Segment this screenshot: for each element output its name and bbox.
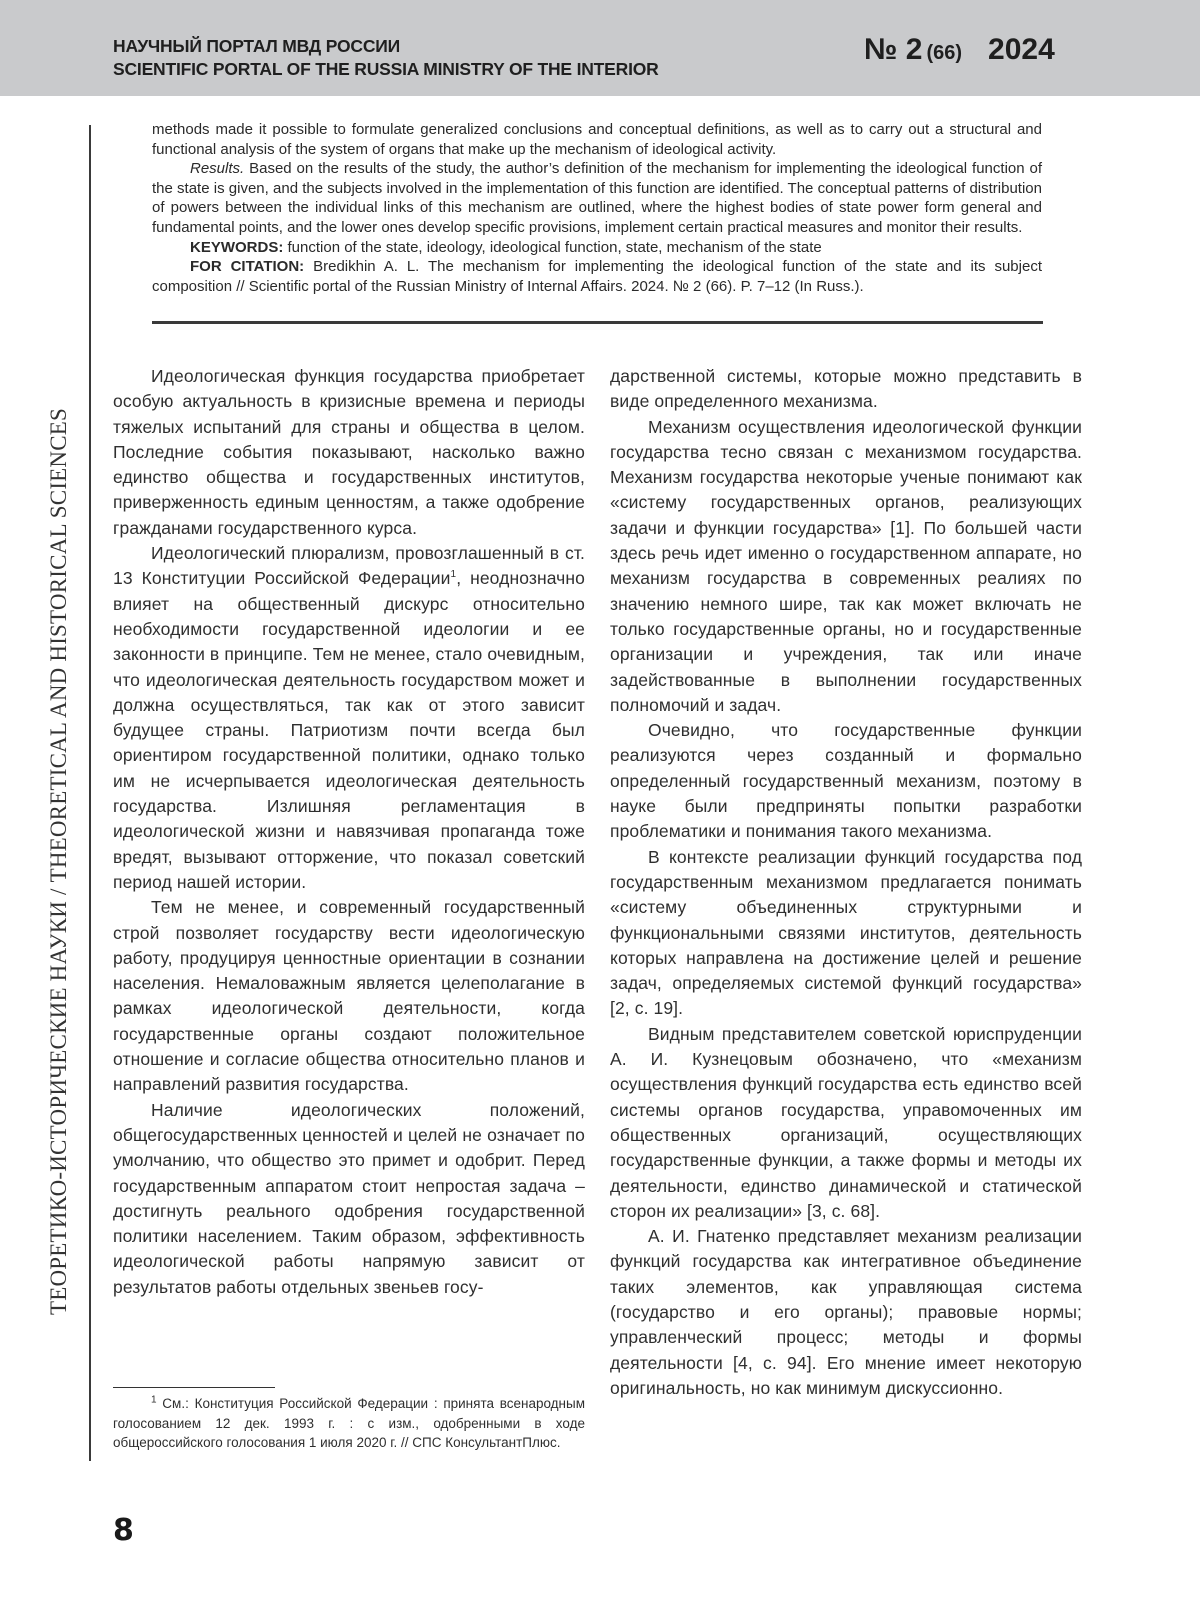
paragraph: дарственной системы, которые можно представить в виде определенного механизма.: [610, 366, 1082, 412]
results-label: Results.: [190, 160, 245, 178]
keywords-label: KEYWORDS:: [190, 238, 284, 256]
footnote: [113, 1394, 585, 1453]
issue-total: (66): [926, 42, 963, 64]
journal-title-en: SCIENTIFIC PORTAL OF THE RUSSIA MINISTRY OF THE INTERIOR: [113, 59, 659, 79]
abstract-results: [152, 159, 1042, 237]
journal-title-ru: НАУЧНЫЙ ПОРТАЛ МВД РОССИИ: [113, 36, 401, 56]
paragraph: Видным представителем советской юриспруденции А. И. Кузнецовым обозначено, что «механизм осуществления функций государства есть единство всей системы органов государства, управомоченных им общественных организаций, осуществляющих государственные функции, а также формы и методы их деятельности, единство динамической и статической сторон их реализации» [3, с. 68].: [610, 1023, 1082, 1221]
abstract-divider: [152, 321, 1043, 324]
paragraph: Наличие идеологических положений, общегосударственных ценностей и целей не означает по умолчанию, что общество это примет и одобрит. Перед государственным аппаратом стоит непростая задача – достигнуть реального одобрения государственной политики населением. Таким образом, эффективность идеологической работы напрямую зависит от результатов работы отдельных звеньев госу-: [113, 1099, 585, 1297]
citation-text: Bredikhin A. L. The mechanism for implementing the ideological function of the state and its subject composition // Scientific portal of the Russian Ministry of Internal Affairs. 2024. № 2 (66). P. 7–12 (In Russ.).: [152, 258, 1042, 295]
abstract-citation: [152, 257, 1042, 296]
abstract-methods-tail: methods made it possible to formulate generalized conclusions and conceptual definitions, as well as to carry out a structural and functional analysis of the system of organs that make up the mechanism of ideological activity.: [152, 121, 1042, 158]
paragraph-text: Идеологический плюрализм, провозглашенный в ст. 13 Конституции Российской Федерации: [113, 543, 585, 589]
journal-header: [0, 0, 1200, 96]
abstract-keywords: [152, 238, 1042, 258]
footnote-ref[interactable]: 1: [450, 569, 457, 581]
footnote-divider: [113, 1387, 275, 1388]
side-divider: [89, 125, 91, 1461]
paragraph: А. И. Гнатенко представляет механизм реализации функций государства как интегративное объединение таких элементов, как управляющая система (государство и его органы); правовые нормы; управленческий процесс; методы и формы деятельности [4, с. 94]. Его мнение имеет некоторую оригинальность, но как минимум дискуссионно.: [610, 1226, 1082, 1398]
paragraph-text: , неоднозначно влияет на общественный дискурс относительно необходимости государственной идеологии и ее законности в принципе. Тем не менее, стало очевидным, что идеологическая деятельность государством может и должна осуществляться, так как от этого зависит будущее страны. Патриотизм почти всегда был ориентиром государственной политики, однако только им не исчерпывается идеологическая деятельность государства. Излишняя регламентация в идеологической жизни и навязчивая пропаганда тоже вредят, вызывают отторжение, что показал советский период нашей истории.: [113, 568, 585, 892]
paragraph: Идеологическая функция государства приобретает особую актуальность в кризисные времена и периоды тяжелых испытаний для страны и общества в целом. Последние события показывают, насколько важно единство общества и государственных институтов, приверженность единым ценностям, а также одобрение гражданами государственного курса.: [113, 366, 585, 538]
paragraph: В контексте реализации функций государства под государственным механизмом предлагается понимать «систему объединенных структурными и функциональными связями институтов, деятельность которых направлена на достижение целей и решение задач, определяемых системой функций государства» [2, с. 19].: [610, 846, 1082, 1019]
paragraph: Тем не менее, и современный государственный строй позволяет государству вести идеологическую работу, продуцируя ценностные ориентации в сознании населения. Немаловажным является целеполагание в рамках идеологической деятельности, когда государственные органы создают положительное отношение и согласие общества относительно планов и направлений развития государства.: [113, 897, 585, 1095]
issue-info: [864, 33, 1055, 67]
results-text: Based on the results of the study, the author’s definition of the mechanism for implementing the ideological function of the state is given, and the subjects involved in the implementation of this function are identified. The conceptual patterns of distribution of powers between the individual links of this mechanism are outlined, where the highest bodies of state power form general and fundamental points, and the lower ones develop specific provisions, implement certain practical measures and monitor their results.: [152, 160, 1042, 236]
paragraph: [113, 541, 585, 895]
issue-year: 2024: [988, 33, 1055, 66]
issue-number: № 2: [864, 33, 923, 66]
abstract: [152, 120, 1042, 296]
body-column-left: [113, 364, 585, 1300]
paragraph: Механизм осуществления идеологической функции государства тесно связан с механизмом государства. Механизм государства некоторые ученые понимают как «систему государственных органов, реализующих задачи и функции государства» [1]. По большей части здесь речь идет именно о государственном аппарате, но механизм государства в современных реалиях по значению немного шире, так как может включать не только государственные органы, но и государственные организации и учреждения, так или иначе задействованные в выполнении государственных полномочий и задач.: [610, 416, 1082, 715]
section-title-vertical: ТЕОРЕТИКО-ИСТОРИЧЕСКИЕ НАУКИ / THEORETICAL AND HISTORICAL SCIENCES: [46, 407, 71, 1315]
paragraph: Очевидно, что государственные функции реализуются через созданный и формально определенный государственный механизм, поэтому в науке были предприняты попытки разработки проблематики и понимания такого механизма.: [610, 720, 1082, 842]
footnote-marker: 1: [151, 1394, 157, 1406]
body-column-right: [610, 364, 1082, 1401]
citation-label: FOR CITATION:: [190, 258, 305, 276]
footnote-text: См.: Конституция Российской Федерации : принята всенародным голосованием 12 дек. 1993 г. : с изм., одобренными в ходе общероссийского голосования 1 июля 2020 г. // СПС КонсультантПлюс.: [113, 1396, 585, 1450]
page-number: 8: [113, 1513, 134, 1548]
keywords-text: function of the state, ideology, ideological function, state, mechanism of the state: [283, 238, 822, 256]
